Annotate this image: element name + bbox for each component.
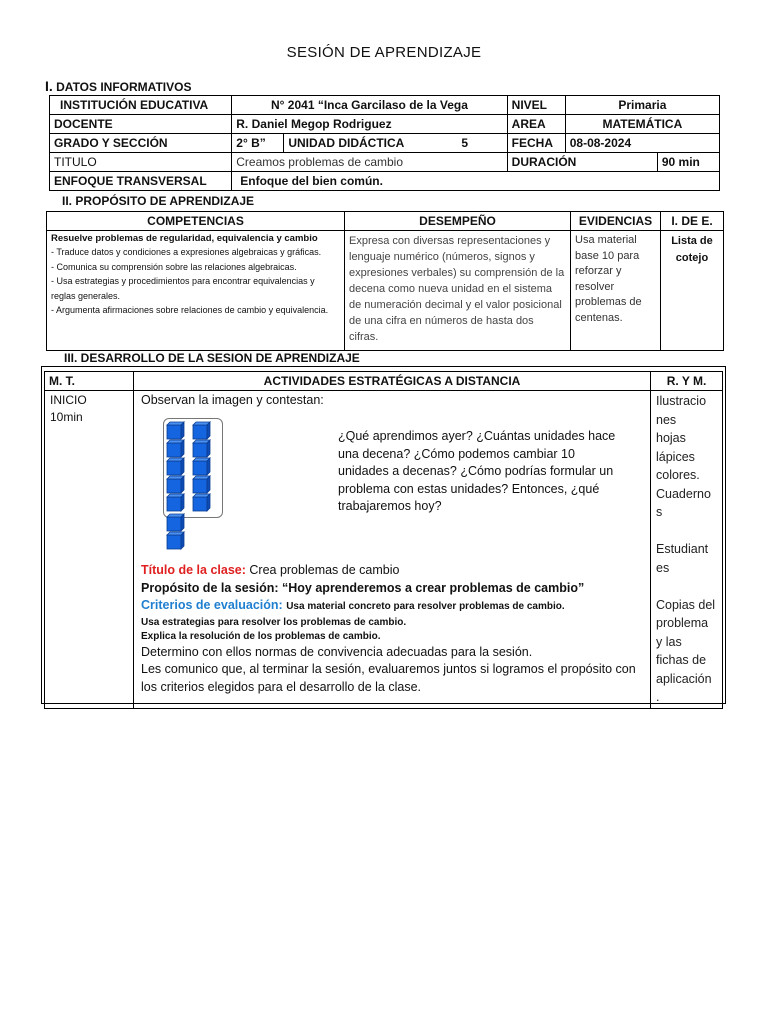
momento-label: INICIO: [50, 393, 87, 407]
unidad-cell: [284, 134, 507, 153]
datos-informativos-table: [49, 95, 720, 191]
recurso-line: s: [656, 505, 663, 519]
competencia-title: Resuelve problemas de regularidad, equivalencia y cambio: [51, 233, 318, 244]
enfoque-label: ENFOQUE TRANSVERSAL: [50, 172, 232, 191]
actividades-content: [139, 392, 645, 697]
table-header-row: [45, 372, 723, 391]
proposito-sesion-label: Propósito de la sesión:: [141, 580, 279, 595]
unit-cube: [193, 476, 210, 493]
section-3-title: III. DESARROLLO DE LA SESION DE APRENDIZAJE: [64, 351, 360, 365]
recurso-line: [656, 577, 717, 596]
tiempo-label: 10min: [50, 410, 83, 424]
session-details: [141, 562, 646, 696]
recurso-line: Cuaderno: [656, 486, 711, 501]
enfoque-value: Enfoque del bien común.: [232, 172, 720, 191]
competencias-cell: [47, 231, 345, 351]
unit-cube: [167, 532, 184, 549]
recurso-line: Copias del: [656, 597, 716, 612]
section-2-title: II. PROPÓSITO DE APRENDIZAJE: [62, 194, 255, 208]
recurso-line: nes: [656, 412, 677, 427]
recurso-line: colores.: [656, 468, 700, 482]
desempeno-cell: Expresa con diversas representaciones y lenguaje numérico (números, signos y expresiones verbales) su comprensión de la decena como nueva unidad en el sistema de numeración decimal y el valor posicional de una cifra en números de hasta dos cifras.: [345, 231, 571, 351]
table-row: [45, 391, 723, 709]
recursos-list: [656, 392, 717, 707]
desarrollo-table: [44, 371, 723, 709]
preguntas-text: ¿Qué aprendimos ayer? ¿Cuántas unidades hace una decena? ¿Cómo podemos cambiar 10 unidades a decenas? ¿Cómo podrías formular un problema con estas unidades? Entonces, ¿qué trabajaremos hoy?: [338, 429, 616, 513]
proposito-sesion-value: “Hoy aprenderemos a crear problemas de cambio”: [282, 580, 585, 595]
header-mt: M. T.: [45, 372, 134, 391]
recurso-line: [656, 522, 717, 541]
titulo-clase-line: [141, 562, 646, 580]
unit-cubes-illustration: [163, 418, 225, 558]
header-desempeno: DESEMPEÑO: [345, 212, 571, 231]
criterio-item: Usa material concreto para resolver problemas de cambio.: [286, 601, 565, 612]
recurso-line: fichas de: [656, 653, 707, 667]
unidad-value: 5: [461, 136, 469, 150]
titulo-value: Creamos problemas de cambio: [232, 153, 507, 172]
proposito-sesion-line: [141, 580, 646, 598]
recursos-cell: [651, 391, 723, 709]
criterio-item: Usa estrategias para resolver los problemas de cambio.: [141, 616, 407, 628]
normas-text: Determino con ellos normas de convivencia adecuadas para la sesión.: [141, 644, 533, 659]
unit-cube: [193, 440, 210, 457]
unit-cube: [167, 458, 184, 475]
recurso-line: Estudiant: [656, 542, 709, 556]
table-row: [50, 172, 720, 191]
docente-label: DOCENTE: [50, 115, 232, 134]
duracion-value: 90 min: [657, 153, 719, 172]
header-instrumento: I. DE E.: [661, 212, 724, 231]
grado-value: 2° B”: [232, 134, 284, 153]
unit-cube: [193, 494, 210, 511]
section-1-heading: [45, 78, 191, 94]
actividades-cell: [134, 391, 651, 709]
unit-cube: [193, 422, 210, 439]
unit-cube: [193, 458, 210, 475]
recurso-line: .: [656, 690, 660, 704]
titulo-clase-value: Crea problemas de cambio: [249, 563, 400, 577]
grado-label: GRADO Y SECCIÓN: [50, 134, 232, 153]
duracion-label: DURACIÓN: [507, 153, 657, 172]
institucion-value: N° 2041 “Inca Garcilaso de la Vega: [232, 96, 507, 115]
header-actividades: ACTIVIDADES ESTRATÉGICAS A DISTANCIA: [134, 372, 651, 391]
table-row: [50, 115, 720, 134]
nivel-value: Primaria: [565, 96, 719, 115]
table-row: [50, 96, 720, 115]
table-row: [50, 134, 720, 153]
docente-value: R. Daniel Megop Rodriguez: [232, 115, 507, 134]
section-1-title: DATOS INFORMATIVOS: [56, 80, 192, 94]
fecha-label: FECHA: [507, 134, 565, 153]
base-ten-blocks-image: [163, 418, 225, 558]
section-1-number: I.: [45, 78, 53, 94]
area-value: MATEMÁTICA: [565, 115, 719, 134]
unit-cube: [167, 494, 184, 511]
area-label: AREA: [507, 115, 565, 134]
criterios-label: Criterios de evaluación:: [141, 598, 283, 612]
competencia-item: - Traduce datos y condiciones a expresiones algebraicas y gráficas.: [51, 247, 322, 257]
observan-text: Observan la imagen y contestan:: [141, 393, 324, 407]
recurso-line: hojas: [656, 431, 686, 445]
competencia-item: - Usa estrategias y procedimientos para encontrar equivalencias y reglas generales.: [51, 276, 315, 301]
proposito-table: [46, 211, 724, 351]
recurso-line: lápices: [656, 449, 695, 464]
unidad-label: UNIDAD DIDÁCTICA: [288, 136, 405, 150]
document-title: SESIÓN DE APRENDIZAJE: [286, 44, 482, 61]
unit-cube: [167, 440, 184, 457]
titulo-label: TITULO: [50, 153, 232, 172]
table-header-row: [47, 212, 724, 231]
recurso-line: problema: [656, 616, 709, 630]
unit-cube: [167, 514, 184, 531]
titulo-clase-label: Título de la clase:: [141, 563, 246, 577]
criterios-line: [141, 597, 646, 616]
competencia-item: - Argumenta afirmaciones sobre relaciones de cambio y equivalencia.: [51, 305, 329, 315]
evidencia-cell: Usa material base 10 para reforzar y resolver problemas de centenas.: [571, 231, 661, 351]
institucion-label: INSTITUCIÓN EDUCATIVA: [50, 96, 232, 115]
unit-cube: [167, 422, 184, 439]
recurso-line: aplicación: [656, 671, 712, 686]
criterio-item: Explica la resolución de los problemas de cambio.: [141, 630, 381, 642]
recurso-line: Ilustracio: [656, 394, 707, 408]
table-row: [47, 231, 724, 351]
recurso-line: es: [656, 560, 670, 575]
header-rym: R. Y M.: [651, 372, 723, 391]
competencia-item: - Comunica su comprensión sobre las relaciones algebraicas.: [51, 261, 297, 272]
table-row: [50, 153, 720, 172]
header-competencias: COMPETENCIAS: [47, 212, 345, 231]
instrumento-cell: Lista de cotejo: [661, 231, 724, 351]
header-evidencias: EVIDENCIAS: [571, 212, 661, 231]
comunico-text: Les comunico que, al terminar la sesión, evaluaremos juntos si logramos el propósito con los criterios elegidos para el desarrollo de la clase.: [141, 662, 636, 694]
momento-cell: [45, 391, 134, 709]
recurso-line: y las: [656, 634, 682, 649]
unit-cube: [167, 476, 184, 493]
nivel-label: NIVEL: [507, 96, 565, 115]
fecha-value: 08-08-2024: [565, 134, 719, 153]
